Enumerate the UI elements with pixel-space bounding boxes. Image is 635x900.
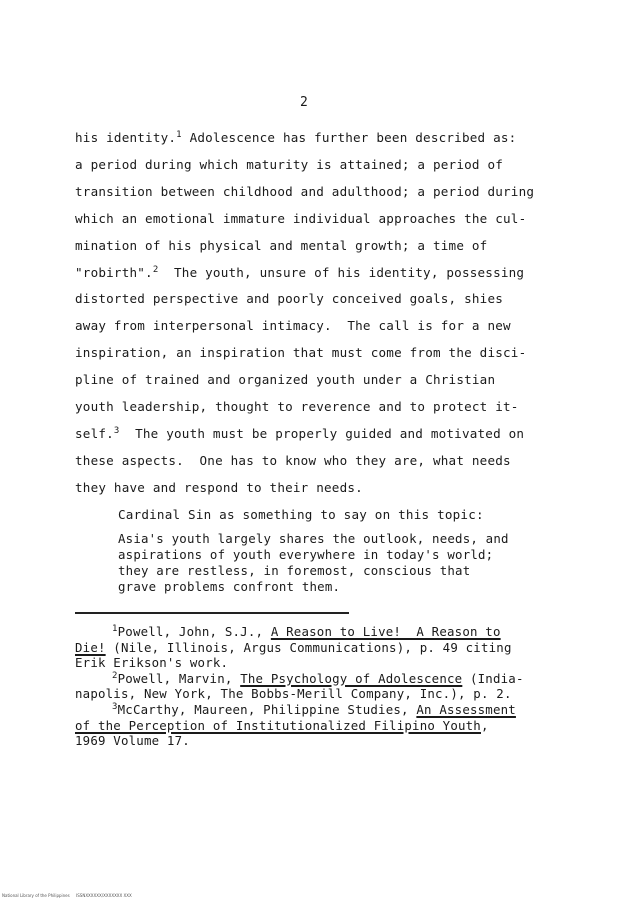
footnote-1: $^1$Powell, John, S.J., A Reason to Live! A Reason to	[112, 623, 501, 639]
body-line: pline of trained and organized youth under a Christian	[75, 372, 496, 388]
footnote-ref-1: 1	[176, 129, 182, 140]
footnote-ref-3: 3	[113, 425, 120, 436]
body-line: Cardinal Sin as something to say on this topic:	[118, 506, 484, 522]
footnote-3-cont: 1969 Volume 17.	[75, 733, 190, 749]
page-number: 2	[300, 95, 308, 110]
body-line: mination of his physical and mental growth; a time of	[75, 237, 488, 253]
cited-title: Die!	[75, 639, 106, 655]
body-line: "robirth".$^2$ The youth, unsure of his identity, possessing	[75, 264, 525, 280]
body-line: inspiration, an inspiration that must come from the disci-	[75, 345, 527, 361]
body-paragraph	[75, 125, 575, 529]
quote-line: they are restless, in foremost, conscious that	[118, 563, 471, 578]
body-line: his identity.$^1$ Adolescence has further been described as:	[75, 129, 517, 145]
body-line: youth leadership, thought to reverence and to protect it-	[75, 399, 519, 415]
cited-title: An Assessment	[416, 701, 516, 717]
body-line: they have and respond to their needs.	[75, 479, 363, 495]
footnote-2-cont: napolis, New York, The Bobbs-Merill Company, Inc.), p. 2.	[75, 686, 512, 702]
quote-line: aspirations of youth everywhere in today's world;	[118, 547, 494, 562]
cited-title: A Reason to Live! A Reason to	[270, 624, 501, 639]
body-line: distorted perspective and poorly conceived goals, shies	[75, 291, 504, 307]
cited-title: of the Perception of Institutionalized Filipino Youth	[75, 717, 481, 733]
body-line: away from interpersonal intimacy. The call is for a new	[75, 318, 511, 334]
quote-line: Asia's youth largely shares the outlook, needs, and	[118, 531, 509, 546]
footnote-3: $^3$McCarthy, Maureen, Philippine Studies, An Assessment	[112, 701, 516, 717]
body-line: transition between childhood and adulthood; a period during	[75, 183, 535, 199]
footnote-divider	[75, 612, 349, 614]
footnote-2: $^2$Powell, Marvin, The Psychology of Adolescence (India-	[112, 670, 524, 686]
footnote-3-cont: of the Perception of Institutionalized Filipino Youth,	[75, 717, 489, 733]
footnote-ref-2: 2	[152, 264, 159, 275]
block-quote	[118, 531, 558, 595]
body-line: these aspects. One has to know who they are, what needs	[75, 452, 511, 468]
quote-line: grave problems confront them.	[118, 579, 341, 594]
body-line: which an emotional immature individual approaches the cul-	[75, 210, 527, 226]
footnote-1-cont: Die! (Nile, Illinois, Argus Communications), p. 49 citing	[75, 639, 512, 655]
footnote-1-cont: Erik Erikson's work.	[75, 655, 229, 671]
body-line: a period during which maturity is attained; a period of	[75, 156, 504, 172]
cited-title: The Psychology of Adolescence	[240, 670, 463, 686]
footnotes	[75, 624, 575, 749]
body-line: self.$^3$ The youth must be properly guided and motivated on	[75, 425, 525, 441]
archive-footer: National Library of the Philippines ISSNXXXXXX/XXXXXXX XXX	[2, 893, 132, 898]
